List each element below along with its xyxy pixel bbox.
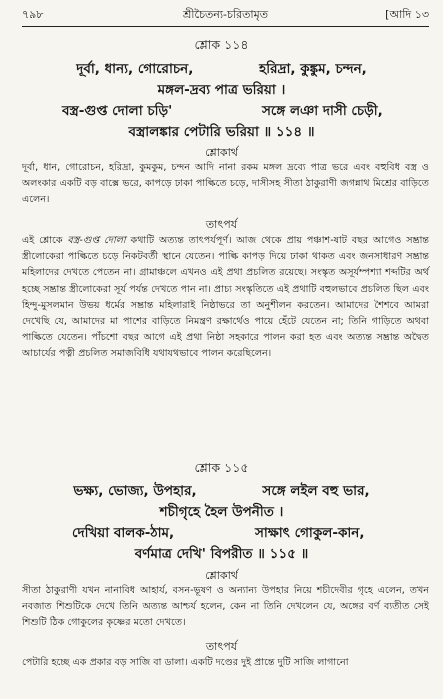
page-number: ৭৯৮ <box>22 8 44 21</box>
verse-114-line-4: বস্ত্রালঙ্কার পেটারি ভরিয়া ॥ ১১৪ ॥ <box>128 124 315 140</box>
verse-115-line-3-right: সাক্ষাৎ গোকুল-কান, <box>255 525 365 541</box>
purport-115-text <box>22 655 429 671</box>
translation-114-heading: শ্লোকার্থ <box>205 146 238 159</box>
verse-114-line-2: মঙ্গল-দ্রব্য পাত্র ভরিয়া । <box>157 82 286 98</box>
header-rule <box>22 26 429 27</box>
purport-114-heading: তাৎপর্য <box>205 218 238 231</box>
verse-115-line-1: ভক্ষ্য, ভোজ্য, উপহার, সঙ্গে লইল বহু ভার, <box>73 483 370 499</box>
purport-115-body: হচ্ছে এক প্রকার বড় সাজি বা ডালা। একটি দণ্ডের দুই প্রান্তে দুটি সাজি লাগানো <box>48 657 349 668</box>
verse-115-line-2: শচীগৃহে হৈল উপনীত । <box>159 504 284 520</box>
purport-115-emphasis: পেটারি <box>22 657 49 668</box>
chapter-reference: [আদি ১৩ <box>385 8 429 21</box>
purport-115-heading: তাৎপর্য <box>205 640 238 653</box>
translation-115-text: সীতা ঠাকুরাণী যখন নানাবিধ আহার্য, বসন-ভূষণ ও অন্যান্য উপহার নিয়ে শচীদেবীর গৃহে এলেন, তখন নবজাত শিশুটিকে দেখে তিনি অত্যন্ত আশ্চর্য হলেন, কেন না তিনি দেখলেন যে, অঙ্গের বর্ণ ব্যতীত সেই শিশুটি ঠিক গোকুলের কৃষ্ণের মতো দেখতে। <box>22 585 429 629</box>
verse-115-heading: শ্লোক ১১৫ <box>194 460 249 475</box>
verse-115-line-3-left: দেখিয়া বালক-ঠাম, <box>72 525 175 541</box>
verse-114-line-3-left: বস্ত্র-গুপ্ত দোলা চড়ি' <box>62 103 173 119</box>
book-title: শ্রীচৈতন্য-চরিতামৃত <box>183 8 268 21</box>
translation-115-heading: শ্লোকার্থ <box>205 569 238 582</box>
purport-114-body: কথাটি অত্যন্ত তাৎপর্যপূর্ণ। আজ থেকে প্রায় পঞ্চাশ-ষাট বছর আগেও সম্ভ্রান্ত স্ত্রীলোকেরা পাল্কিতে চড়ে নিকটবর্তী স্থানে যেতেন। পাল্কি কাপড় দিয়ে ঢাকা থাকত এবং জনসাধারণ সম্ভ্রান্ত মহিলাদের দেখতে পেতেন না। গ্রামাঞ্চলে এখনও এই প্রথা প্রচলিত রয়েছে। সংস্কৃত অসূর্যম্পশ্যা শব্দটির অর্থ হচ্ছে সম্ভ্রান্ত স্ত্রীলোকেরা সূর্য পর্যন্ত দেখতে পান না। প্রাচ্য সংস্কৃতিতে এই প্রথাটি বহুলভাবে প্রচলিত ছিল এবং হিন্দু-মুসলমান উভয় ধর্মের সম্ভ্রান্ত মহিলারাই নিষ্ঠাভরে তা অনুশীলন করতেন। আমাদের শৈশবে আমরা দেখেছি যে, আমাদের মা পাশের বাড়িতে নিমন্ত্রণ রক্ষার্থেও পায়ে হেঁটে যেতেন না; তিনি গাড়িতে অথবা পাল্কিতে যেতেন। পাঁচশো বছর আগে এই প্রথা নিষ্ঠা সহকারে পালন করা হত এবং অত্যন্ত সম্ভ্রান্ত অদ্বৈত আচার্যের পত্নী প্রচলিত সমাজবিধি যথাযথভাবে পালন করেছিলেন। <box>22 235 429 360</box>
page-header <box>22 6 429 24</box>
verse-114-line-3-right: সঙ্গে লঞা দাসী চেড়ী, <box>262 103 383 119</box>
purport-114-emphasis: বস্ত্র-গুপ্ত দোলা <box>67 235 126 246</box>
purport-114-text <box>22 233 429 363</box>
verse-114-line-1: দূর্বা, ধান্য, গোরোচন, হরিদ্রা, কুঙ্কুম, চন্দন, <box>76 61 367 77</box>
verse-115-line-4: বর্ণমাত্র দেখি' বিপরীত ॥ ১১৫ ॥ <box>134 546 309 562</box>
verse-114-heading: শ্লোক ১১৪ <box>194 37 249 52</box>
purport-114-intro: এই শ্লোকে <box>22 235 68 246</box>
translation-114-text: দূর্বা, ধান, গোরোচন, হরিদ্রা, কুমকুম, চন্দন আদি নানা রকম মঙ্গল দ্রব্যে পাত্র ভরে এবং বহুবিধ বস্ত্র ও অলংকার একটি বড় বাক্সে ভরে, কাপড়ে ঢাকা পাল্কিতে চড়ে, দাসীসহ সীতা ঠাকুরাণী জগন্নাথ মিশ্রের বাড়িতে এলেন। <box>22 162 429 206</box>
